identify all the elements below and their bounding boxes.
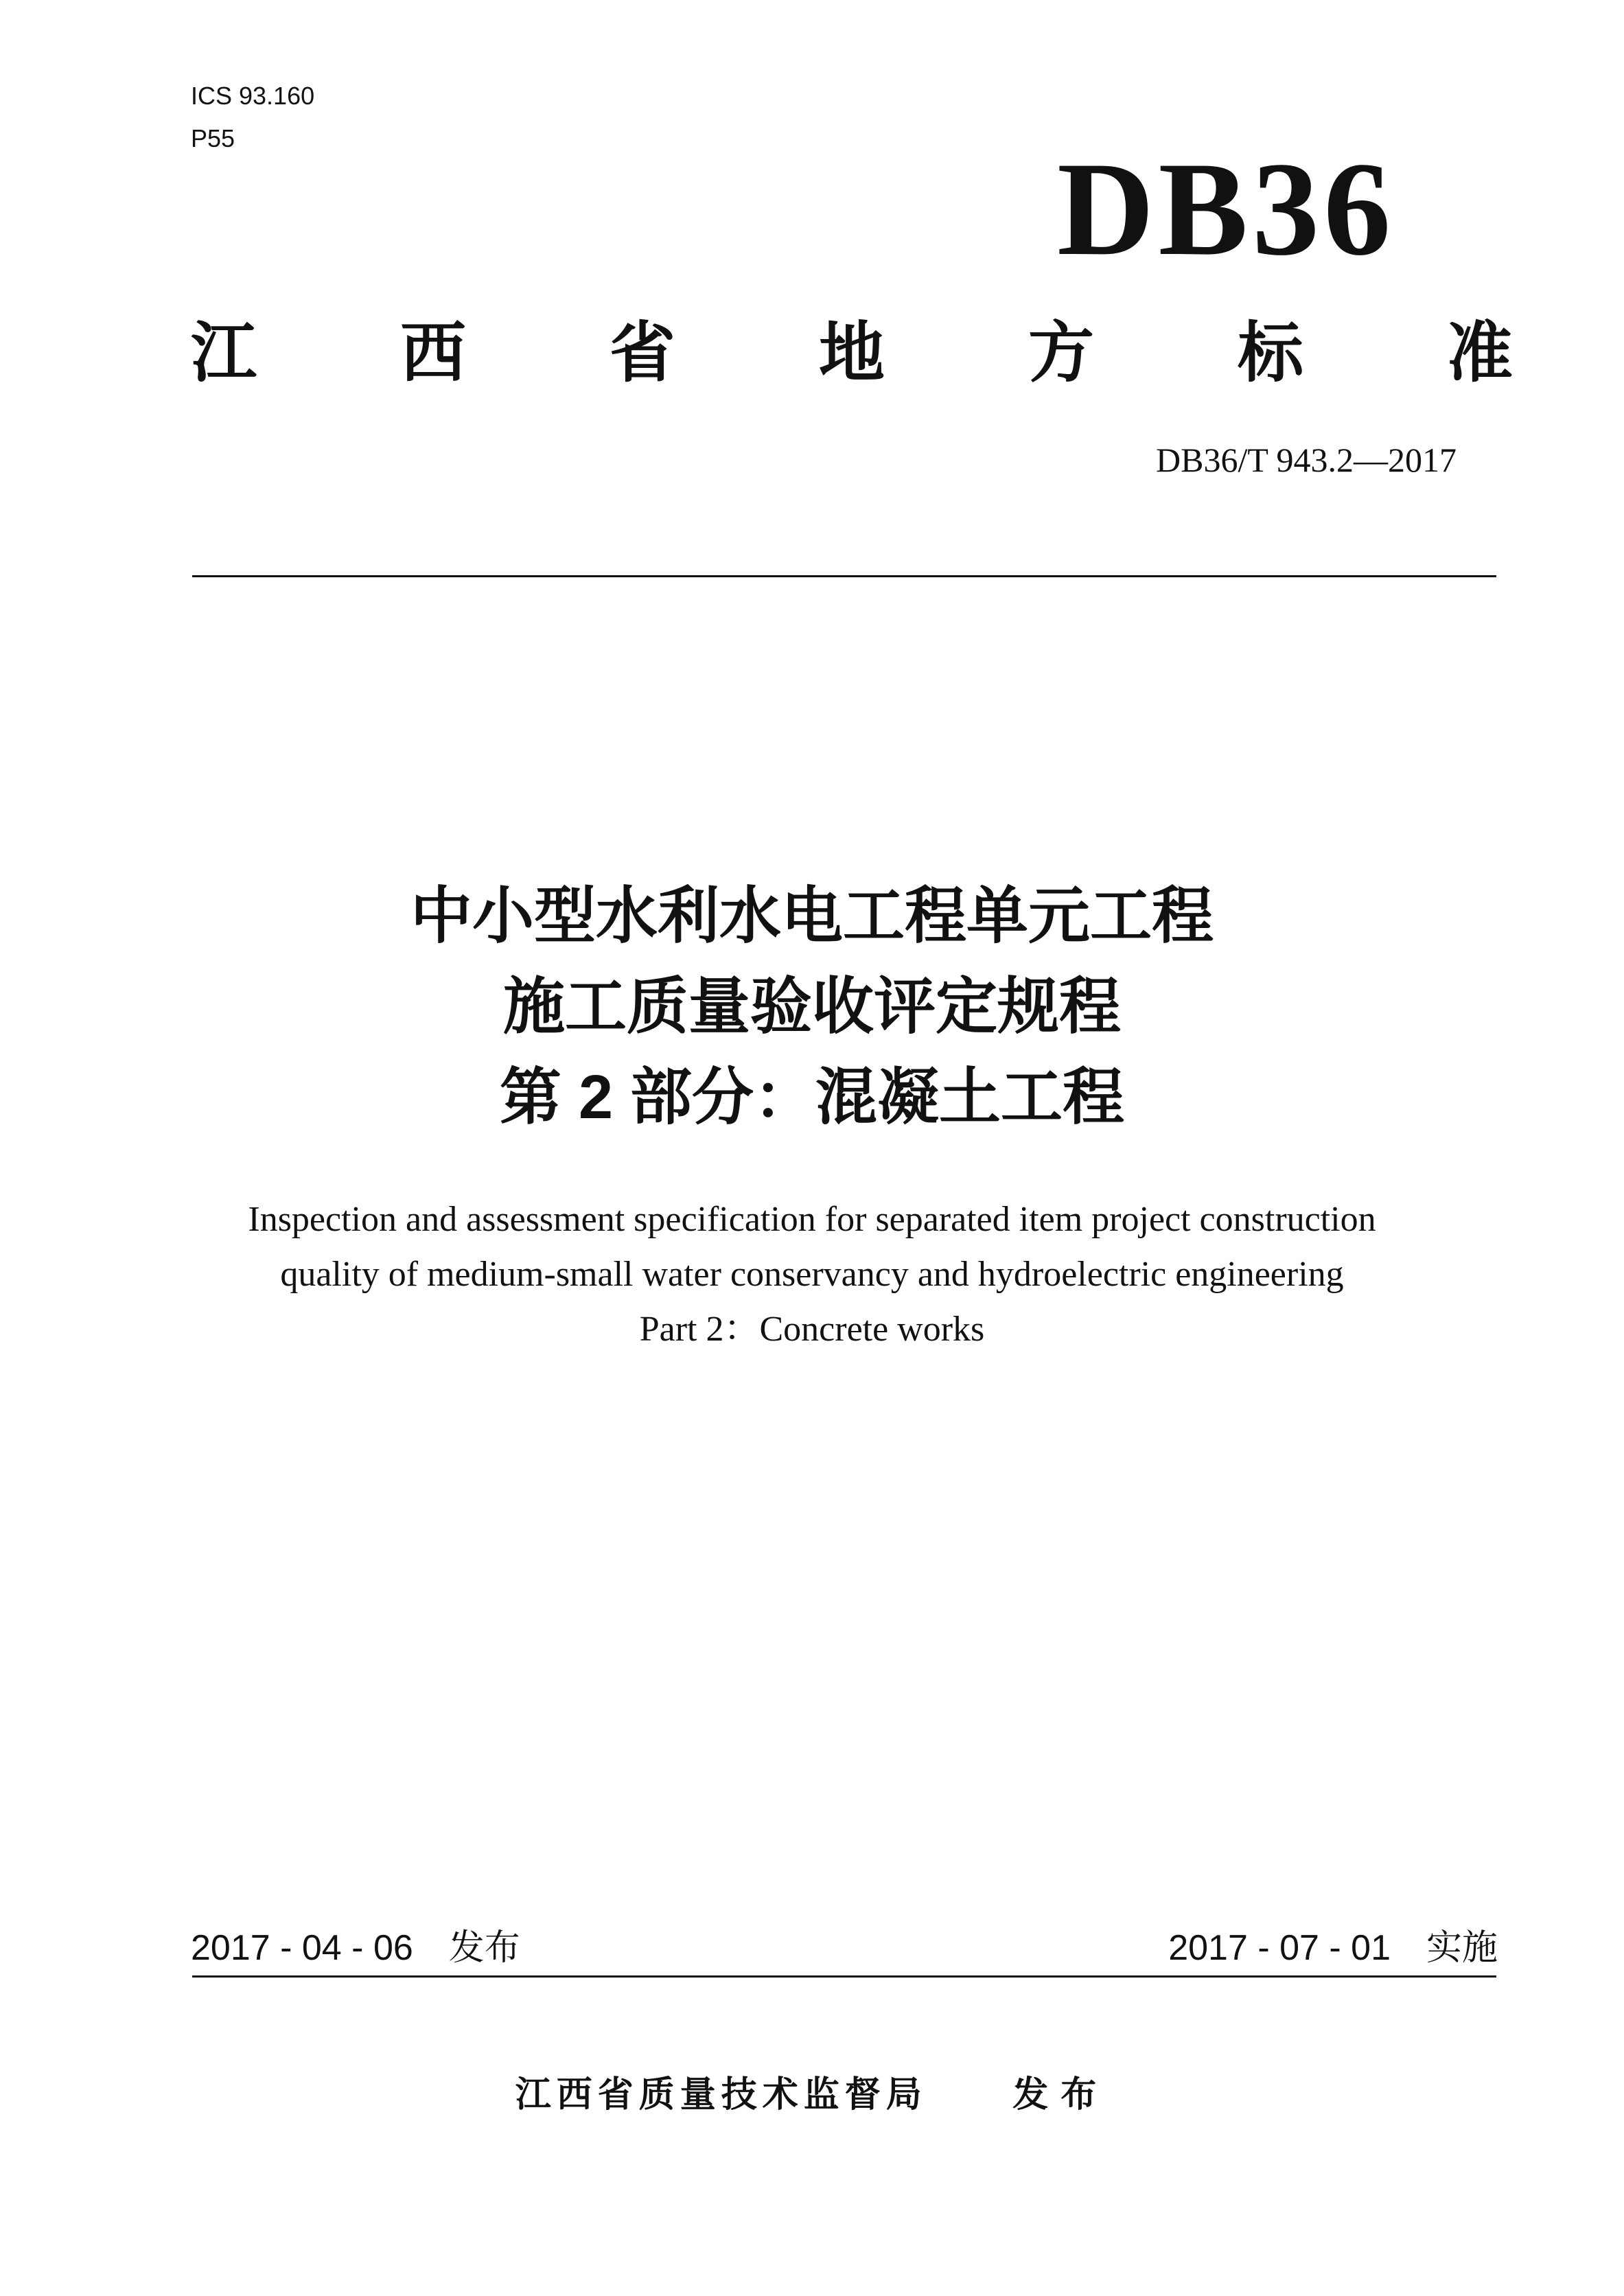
standard-type-heading <box>191 316 1513 391</box>
top-divider <box>192 575 1496 577</box>
title-en-line: Inspection and assessment specification for separated item project construction <box>248 1200 1376 1239</box>
standard-type-char: 准 <box>1447 316 1513 390</box>
title-cn-line: 施工质量验收评定规程 <box>503 973 1121 1041</box>
issuing-authority: 江西省质量技术监督局 <box>515 2075 927 2115</box>
standard-number: DB36/T 943.2—2017 <box>1156 441 1457 479</box>
standard-type-char: 省 <box>610 316 675 390</box>
standard-type-char: 标 <box>1238 316 1303 390</box>
classification-code: P55 <box>191 124 235 152</box>
title-en-line: Part 2：Concrete works <box>639 1310 985 1349</box>
bottom-divider <box>192 1975 1496 1978</box>
standard-type-char: 西 <box>400 316 466 390</box>
title-cn-line: 第 2 部分：混凝土工程 <box>499 1063 1125 1132</box>
ics-code: ICS 93.160 <box>191 82 315 110</box>
issue-label: 发布 <box>1012 2075 1109 2115</box>
title-en-line: quality of medium-small water conservancy and hydroelectric engineering <box>280 1255 1344 1294</box>
issue-date: 2017 - 04 - 06 发布 <box>191 1928 520 1968</box>
title-cn-line: 中小型水利水电工程单元工程 <box>410 882 1214 951</box>
standard-type-char: 方 <box>1028 316 1094 390</box>
implementation-date: 2017 - 07 - 01 实施 <box>1168 1928 1498 1968</box>
issuer-line <box>0 2073 1624 2117</box>
standard-logo: DB36 <box>1057 135 1395 283</box>
standard-type-char: 地 <box>819 316 885 390</box>
standard-type-char: 江 <box>191 316 257 390</box>
